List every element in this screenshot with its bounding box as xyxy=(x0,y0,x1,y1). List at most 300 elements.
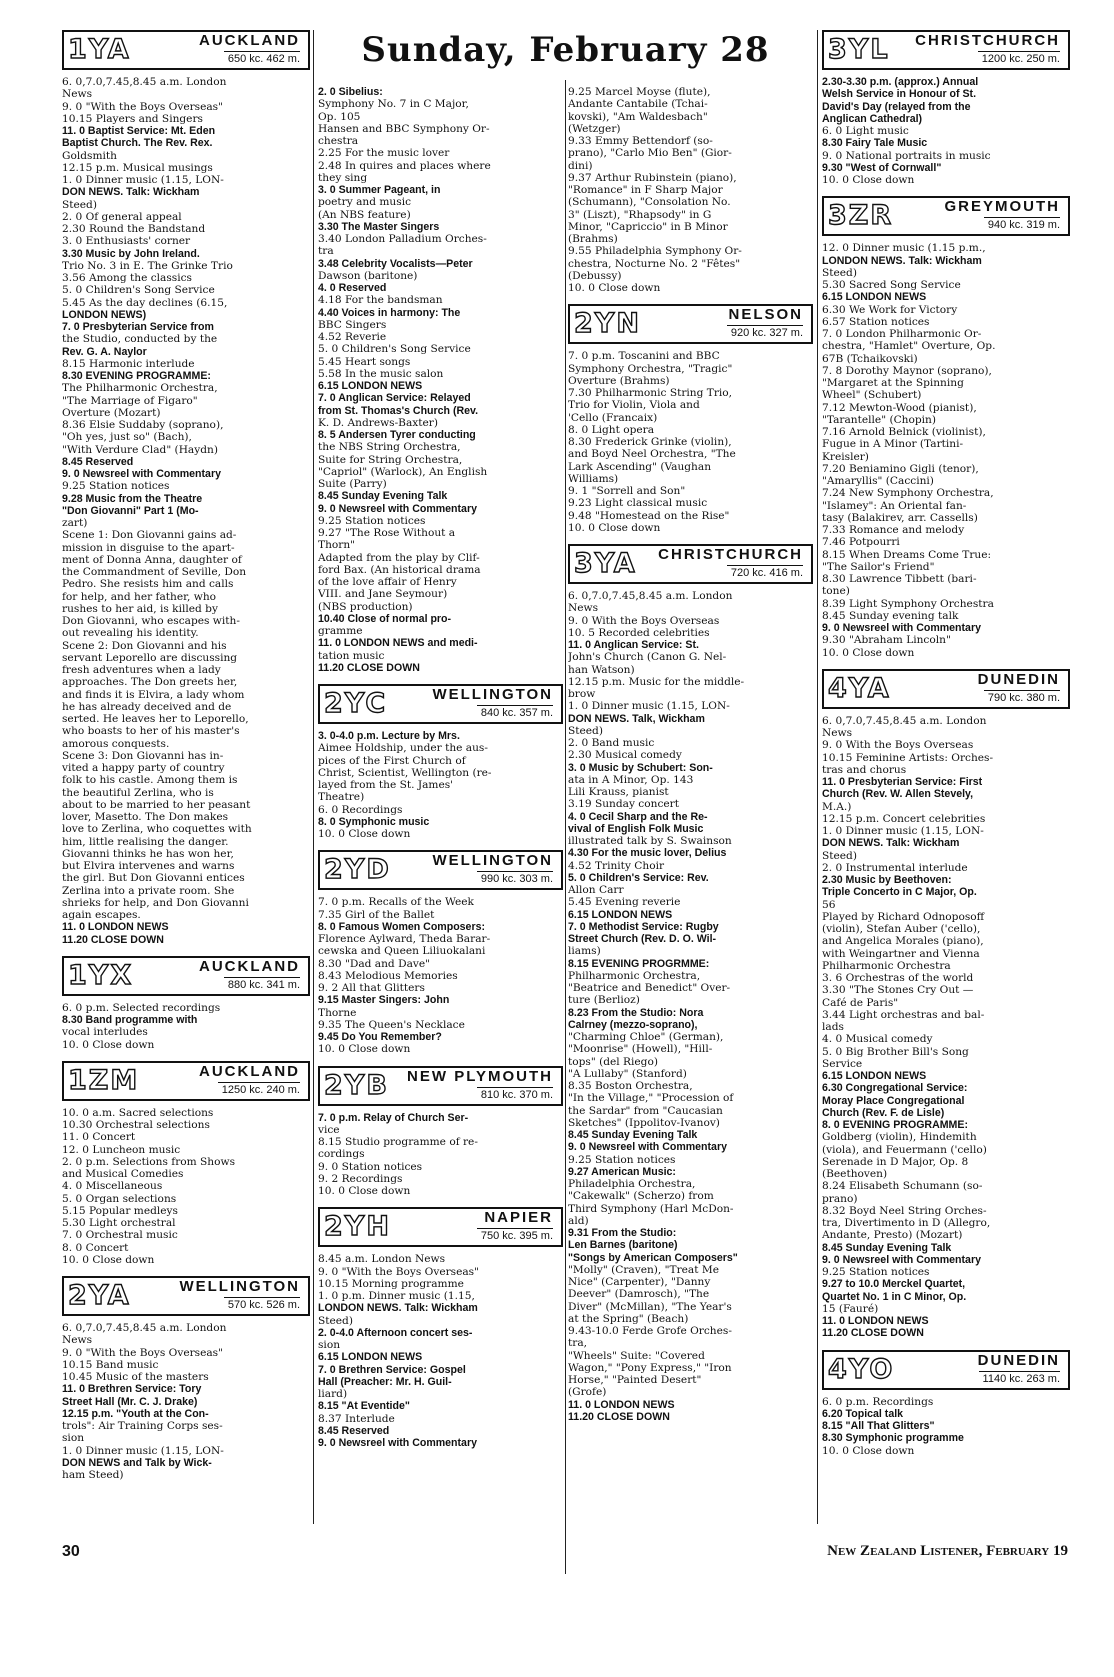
listing-line: (Schumann), "Consolation No. xyxy=(568,196,731,209)
listing-line: 9.33 Emmy Bettendorf (so- xyxy=(568,135,713,147)
listing-line: 3.56 Among the classics xyxy=(62,272,192,284)
listing-line: Hansen and BBC Symphony Or- xyxy=(318,122,490,135)
listing-line: poetry and music xyxy=(318,196,412,209)
listing-line: 8.24 Elisabeth Schumann (so- xyxy=(822,1180,983,1193)
listing-line: Welsh Service in Honour of St. xyxy=(822,88,977,101)
listing-line: (An NBS feature) xyxy=(318,208,411,221)
listing-line: Florence Aylward, Theda Barar- xyxy=(318,933,491,945)
station-city: AUCKLAND xyxy=(199,957,300,975)
listing-line: "With Verdure Clad" (Haydn) xyxy=(62,443,218,456)
station-call-sign: 2YD xyxy=(324,854,391,886)
listing-line: Giovanni thinks he has won her, xyxy=(62,847,234,860)
station-frequency: 790 kc. 380 m. xyxy=(984,690,1060,705)
listing-line: 6.15 LONDON NEWS xyxy=(318,1351,423,1364)
listing-line: Scene 3: Don Giovanni has in- xyxy=(62,749,224,762)
listing-1zm xyxy=(62,1107,310,1266)
listing-line: 2.48 In quires and places where xyxy=(318,159,491,172)
listing-line: 6.15 LONDON NEWS xyxy=(318,380,423,392)
listing-line: News xyxy=(62,1334,93,1347)
listing-line: 9.27 to 10.0 Merckel Quartet, xyxy=(822,1278,966,1291)
listing-line: Andante Cantabile (Tchai- xyxy=(568,98,708,111)
listing-line: they sing xyxy=(318,171,368,184)
station-call-sign: 3YL xyxy=(828,34,890,65)
listing-line: Service xyxy=(822,1057,863,1070)
listing-line: Hall (Preacher: Mr. H. Guil- xyxy=(318,1375,452,1388)
station-header-2yh xyxy=(318,1207,563,1247)
station-header-4yo xyxy=(822,1350,1070,1390)
listing-line: 9.25 Marcel Moyse (flute), xyxy=(568,86,711,98)
listing-line: 3. 0 Enthusiasts' corner xyxy=(62,235,191,248)
listing-line: "Islamey": An Oriental fan- xyxy=(822,499,967,512)
listing-line: Steed) xyxy=(62,198,97,211)
listing-line: Len Barnes (baritone) xyxy=(568,1239,678,1252)
station-frequency: 1200 kc. 250 m. xyxy=(978,51,1060,66)
column-rule xyxy=(817,30,818,1524)
listing-line: 9. 0 Station notices xyxy=(318,1160,423,1173)
listing-line: 1. 0 p.m. Dinner music (1.15, xyxy=(318,1290,475,1302)
listing-line: 7.46 Potpourri xyxy=(822,536,900,549)
station-frequency: 720 kc. 416 m. xyxy=(727,565,803,580)
listing-line: 7. 0 London Philharmonic Or- xyxy=(822,328,982,340)
listing-line: chestra xyxy=(318,135,359,147)
listing-line: 8.45 Reserved xyxy=(62,455,134,468)
listing-line: cewska and Queen Liliuokalani xyxy=(318,945,486,958)
listing-2yh-continued xyxy=(568,86,813,294)
listing-line: vocal interludes xyxy=(62,1026,148,1039)
listing-line: 7. 0 p.m. Toscanini and BBC xyxy=(568,350,720,363)
column-3 xyxy=(568,86,813,1423)
station-frequency: 990 kc. 303 m. xyxy=(477,871,553,886)
listing-line: VIII. and Jane Seymour) xyxy=(318,588,448,601)
listing-line: "In the Village," "Procession of xyxy=(568,1092,734,1105)
listing-line: 8.23 From the Studio: Nora xyxy=(568,1006,704,1019)
listing-line: Allon Carr xyxy=(568,884,624,896)
listing-line: 9. 0 With the Boys Overseas xyxy=(568,614,720,627)
listing-line: 10. 0 Close down xyxy=(62,1253,155,1266)
listing-line: 4.52 Reverie xyxy=(318,331,387,343)
listing-line: Christ, Scientist, Wellington (re- xyxy=(318,766,492,779)
listing-line: 3.40 London Palladium Orches- xyxy=(318,233,487,245)
listing-line: "Wheels" Suite: "Covered xyxy=(568,1349,705,1362)
listing-line: 9. 0 Newsreel with Commentary xyxy=(822,1253,981,1266)
listing-line: 7. 8 Dorothy Maynor (soprano), xyxy=(822,364,992,377)
listing-line: Street Church (Rev. D. O. Wil- xyxy=(568,933,717,945)
listing-line: 8.15 EVENING PROGRMME: xyxy=(568,957,710,970)
listing-line: (NBS production) xyxy=(318,600,413,613)
listing-line: Lili Krauss, pianist xyxy=(568,786,669,798)
listing-line: 8. 0 Symphonic music xyxy=(318,815,430,828)
listing-line: 9.25 Station notices xyxy=(62,480,170,493)
listing-1yx xyxy=(62,1002,310,1051)
column-4 xyxy=(822,28,1070,1457)
listing-line: 4. 0 Miscellaneous xyxy=(62,1180,163,1193)
station-call-sign: 1YA xyxy=(68,34,131,65)
listing-line: chestra, "Hamlet" Overture, Op. xyxy=(822,340,996,353)
listing-line: "Oh yes, just so" (Bach), xyxy=(62,431,192,444)
listing-line: liams) xyxy=(568,945,601,958)
listing-line: Steed) xyxy=(318,1314,353,1327)
page-number: 30 xyxy=(62,1543,80,1560)
listing-line: 8.39 Light Symphony Orchestra xyxy=(822,597,994,610)
listing-line: 2. 0 Band music xyxy=(568,737,655,749)
publication-credit: New Zealand Listener, February 19 xyxy=(827,1543,1068,1559)
station-frequency: 810 kc. 370 m. xyxy=(477,1087,553,1102)
listing-line: 9.30 "West of Cornwall" xyxy=(822,161,942,174)
listing-line: Trio for Violin, Viola and xyxy=(568,399,700,412)
listing-line: Street Hall (Mr. C. J. Drake) xyxy=(62,1395,198,1408)
listing-line: 6.20 Topical talk xyxy=(822,1407,904,1420)
listing-line: 2. 0-4.0 Afternoon concert ses- xyxy=(318,1326,473,1339)
listing-line: tops" (del Riego) xyxy=(568,1055,658,1068)
listing-line: 6.15 LONDON NEWS xyxy=(822,1070,927,1082)
listing-line: 12.15 p.m. Music for the middle- xyxy=(568,675,745,688)
listing-line: 8.30 Frederick Grinke (violin), xyxy=(568,436,732,448)
listing-line: cordings xyxy=(318,1148,365,1161)
listing-line: 11.20 CLOSE DOWN xyxy=(318,661,420,674)
listing-line: Philadelphia Orchestra, xyxy=(568,1178,696,1190)
listing-line: Serenade in D Major, Op. 8 xyxy=(822,1155,969,1168)
listing-line: LONDON NEWS) xyxy=(62,308,147,321)
listing-line: 8. 0 EVENING PROGRAMME: xyxy=(822,1119,968,1131)
listing-line: 9.28 Music from the Theatre xyxy=(62,492,203,505)
listing-line: 10.15 Morning programme xyxy=(318,1277,464,1290)
listing-line: Moray Place Congregational xyxy=(822,1094,965,1107)
listing-line: Thorne xyxy=(318,1006,357,1019)
listing-line: 2. 0 Sibelius: xyxy=(318,86,383,98)
station-call-sign: 1YX xyxy=(68,959,134,991)
listing-line: 10.40 Close of normal pro- xyxy=(318,612,452,625)
listing-line: 4.18 For the bandsman xyxy=(318,294,443,307)
listing-line: "The Sailor's Friend" xyxy=(822,560,935,573)
listing-line: 12. 0 Dinner music (1.15 p.m., xyxy=(822,242,986,255)
listing-line: Café de Paris" xyxy=(822,996,899,1009)
listing-line: Minor, "Capriccio" in B Minor xyxy=(568,220,728,233)
listing-line: 10. 0 Close down xyxy=(822,1444,915,1457)
listing-line: Third Symphony (Harl McDon- xyxy=(568,1202,734,1215)
listing-line: Rev. G. A. Naylor xyxy=(62,345,147,358)
station-frequency: 840 kc. 357 m. xyxy=(477,705,553,720)
listing-line: 7.30 Philharmonic String Trio, xyxy=(568,387,733,399)
listing-line: 6. 0 p.m. Recordings xyxy=(822,1395,934,1408)
listing-line: 7. 0 Methodist Service: Rugby xyxy=(568,920,719,933)
listing-line: 5. 0 Children's Service: Rev. xyxy=(568,871,709,884)
listing-line: 1. 0 Dinner music (1.15, LON- xyxy=(62,1444,224,1457)
listing-line: 9.31 From the Studio: xyxy=(568,1227,677,1239)
listing-3zr xyxy=(822,242,1070,659)
listing-line: Anglican Cathedral) xyxy=(822,112,923,125)
listing-line: 12. 0 Luncheon music xyxy=(62,1143,181,1156)
listing-line: 5.15 Popular medleys xyxy=(62,1204,178,1217)
listing-line: 5.45 Evening reverie xyxy=(568,896,681,909)
listing-line: and Boyd Neel Orchestra, "The xyxy=(568,448,736,461)
listing-line: 10. 0 Close down xyxy=(318,1185,411,1197)
listing-2ya-continued xyxy=(318,86,563,674)
listing-line: (viola), and Feuermann ('cello) xyxy=(822,1143,987,1156)
listing-line: 'Cello (Francaix) xyxy=(568,411,658,424)
listing-line: (Brahms) xyxy=(568,233,618,245)
listing-line: News xyxy=(62,88,93,101)
listing-line: 9.25 Station notices xyxy=(318,514,426,527)
listing-line: 6.30 We Work for Victory xyxy=(822,303,958,316)
page-headline: Sunday, February 28 xyxy=(361,30,770,70)
listing-line: Scene 1: Don Giovanni gains ad- xyxy=(62,529,237,542)
station-header-2yb xyxy=(318,1066,563,1106)
listing-line: 9.45 Do You Remember? xyxy=(318,1031,442,1043)
listing-line: 8.45 Sunday Evening Talk xyxy=(822,1241,952,1254)
column-1 xyxy=(62,28,310,1481)
listing-line: The Philharmonic Orchestra, xyxy=(62,382,218,395)
station-frequency: 1250 kc. 240 m. xyxy=(218,1082,300,1097)
listing-line: kovski), "Am Waldesbach" xyxy=(568,110,708,123)
listing-line: Horse," "Painted Desert" xyxy=(568,1374,702,1386)
listing-line: 8. 5 Andersen Tyrer conducting xyxy=(318,429,476,441)
listing-line: 10. 0 Close down xyxy=(318,1043,411,1056)
listing-line: 2.30 Round the Bandstand xyxy=(62,223,206,235)
listing-line: 3.30 The Master Singers xyxy=(318,220,440,233)
listing-line: 8.30 Symphonic programme xyxy=(822,1432,964,1445)
listing-line: him, little realising the danger. xyxy=(62,835,229,848)
listing-line: "A Lullaby" (Stanford) xyxy=(568,1067,687,1080)
listing-line: rushes to her aid, is killed by xyxy=(62,602,218,615)
listing-line: 5.30 Light orchestral xyxy=(62,1217,176,1229)
listing-line: mission in disguise to the apart- xyxy=(62,541,235,554)
listing-line: Suite (Parry) xyxy=(318,478,387,490)
listing-line: 10. 0 Close down xyxy=(62,1038,155,1051)
listing-line: 8. 0 Light opera xyxy=(568,423,655,436)
listing-line: 11. 0 LONDON NEWS xyxy=(822,1315,929,1327)
listing-line: 8.15 "At Eventide" xyxy=(318,1400,410,1413)
listing-line: dini) xyxy=(568,159,593,172)
listing-line: 11. 0 Anglican Service: St. xyxy=(568,639,699,651)
listing-2yn xyxy=(568,350,813,534)
listing-line: 6. 0,7.0,7.45,8.45 a.m. London xyxy=(568,590,733,602)
listing-line: 3.30 Music by John Ireland. xyxy=(62,247,200,260)
listing-line: "Margaret at the Spinning xyxy=(822,377,964,389)
listing-line: ata in A Minor, Op. 143 xyxy=(568,773,694,786)
listing-line: 1. 0 Dinner music (1.15, LON- xyxy=(568,700,730,713)
listing-line: 10.30 Orchestral selections xyxy=(62,1119,210,1131)
listing-line: Played by Richard Odnoposoff xyxy=(822,910,985,923)
station-header-2yd xyxy=(318,850,563,890)
station-call-sign: 2YB xyxy=(324,1069,389,1101)
listing-line: liard) xyxy=(318,1388,348,1400)
listing-line: 10. 0 Close down xyxy=(568,521,661,534)
listing-line: 4.40 Voices in harmony: The xyxy=(318,306,461,319)
listing-2yd xyxy=(318,896,563,1055)
listing-line: 9. 0 Newsreel with Commentary xyxy=(568,1141,727,1154)
listing-line: LONDON NEWS. Talk: Wickham xyxy=(318,1302,478,1315)
listing-line: 7.24 New Symphony Orchestra, xyxy=(822,487,994,500)
listing-line: (violin), Stefan Auber ('cello), xyxy=(822,923,981,935)
listing-line: Church (Rev. W. Allen Stevely, xyxy=(822,788,974,801)
station-city: DUNEDIN xyxy=(977,670,1060,688)
listing-line: 8.43 Melodious Memories xyxy=(318,969,458,982)
column-2 xyxy=(318,86,563,1449)
listing-line: and finds it is Elvira, a lady whom xyxy=(62,688,245,701)
column-rule xyxy=(313,30,314,1524)
listing-line: DON NEWS and Talk by Wick- xyxy=(62,1456,212,1469)
listing-line: the beautiful Zerlina, who is xyxy=(62,786,214,799)
listing-line: 15 (Fauré) xyxy=(822,1302,879,1315)
listing-line: zart) xyxy=(62,517,88,529)
station-frequency: 920 kc. 327 m. xyxy=(727,325,803,340)
listing-line: the Studio, conducted by the xyxy=(62,333,218,346)
listing-line: "Charming Chloe" (German), xyxy=(568,1031,724,1043)
listing-line: 9. 0 With the Boys Overseas xyxy=(822,739,974,752)
listing-line: 9.23 Light classical music xyxy=(568,497,708,510)
listing-line: 6.15 LONDON NEWS xyxy=(822,291,927,304)
listing-line: 3.48 Celebrity Vocalists—Peter xyxy=(318,257,473,270)
listing-line: Wagon," "Pony Express," "Iron xyxy=(568,1361,732,1374)
listing-line: serted. He leaves her to Leporello, xyxy=(62,713,249,725)
station-city: NAPIER xyxy=(484,1209,553,1227)
listing-line: prano) xyxy=(822,1192,858,1205)
listing-line: tra, Divertimento in D (Allegro, xyxy=(822,1217,991,1229)
listing-line: (Debussy) xyxy=(568,269,622,282)
listing-line: 7.16 Arnold Belnick (violinist), xyxy=(822,426,986,438)
station-city: GREYMOUTH xyxy=(944,198,1060,216)
listing-line: 3" (Liszt), "Rhapsody" in G xyxy=(568,208,712,221)
listing-line: 5. 0 Organ selections xyxy=(62,1192,177,1205)
listing-line: 11.20 CLOSE DOWN xyxy=(568,1410,670,1423)
listing-line: DON NEWS. Talk: Wickham xyxy=(822,837,960,850)
listing-line: the girl. But Don Giovanni entices xyxy=(62,872,245,885)
station-city: DUNEDIN xyxy=(977,1351,1060,1369)
listing-line: 6. 0,7.0,7.45,8.45 a.m. London xyxy=(62,76,227,88)
listing-line: 9. 1 "Sorrell and Son" xyxy=(568,485,686,497)
listing-line: "Romance" in F Sharp Major xyxy=(568,184,723,196)
listing-line: but Elvira intervenes and warns xyxy=(62,860,235,872)
listing-line: 11.20 CLOSE DOWN xyxy=(822,1327,924,1340)
listing-line: tras and chorus xyxy=(822,763,907,776)
listing-line: ment of Donna Anna, daughter of xyxy=(62,553,242,566)
listing-line: Andante, Presto) (Mozart) xyxy=(822,1229,963,1242)
listing-line: 8.30 EVENING PROGRAMME: xyxy=(62,370,211,382)
listing-line: 67B (Tchaikovski) xyxy=(822,352,918,365)
listing-line: 8. 0 Concert xyxy=(62,1241,129,1254)
listing-line: (Beethoven) xyxy=(822,1168,888,1180)
listing-line: "Amaryllis" (Caccini) xyxy=(822,475,934,487)
listing-line: out revealing his identity. xyxy=(62,627,199,640)
listing-line: News xyxy=(822,727,853,739)
listing-line: sion xyxy=(318,1339,341,1351)
listing-line: vival of English Folk Music xyxy=(568,822,704,835)
listing-line: 2. 0 p.m. Selections from Shows xyxy=(62,1155,236,1168)
listing-line: Pedro. She resists him and calls xyxy=(62,578,234,591)
listing-line: 10. 0 a.m. Sacred selections xyxy=(62,1106,214,1119)
listing-line: vice xyxy=(318,1123,340,1136)
listing-2yh xyxy=(318,1253,563,1449)
listing-line: Goldsmith xyxy=(62,149,117,162)
listing-line: 10. 0 Close down xyxy=(822,646,915,659)
listing-line: 3.19 Sunday concert xyxy=(568,798,679,811)
listing-line: 3. 0 Music by Schubert: Son- xyxy=(568,761,713,774)
listing-line: 8. 0 Famous Women Composers: xyxy=(318,920,485,933)
listing-line: 9. 0 Newsreel with Commentary xyxy=(822,622,981,634)
listing-line: 9.55 Philadelphia Symphony Or- xyxy=(568,245,742,258)
listing-3yl xyxy=(822,76,1070,186)
listing-line: pices of the First Church of xyxy=(318,754,466,767)
listing-line: the Sardar" from "Caucasian xyxy=(568,1104,723,1117)
listing-line: brow xyxy=(568,688,596,700)
listing-line: 6. 0,7.0,7.45,8.45 a.m. London xyxy=(62,1322,227,1334)
listing-line: 5.45 Heart songs xyxy=(318,355,411,368)
listing-line: he has already deceived and de xyxy=(62,700,232,713)
listing-line: 5. 0 Children's Song Service xyxy=(318,343,471,356)
listing-line: gramme xyxy=(318,625,363,637)
listing-line: Adapted from the play by Clif- xyxy=(318,551,480,564)
listing-line: 8.37 Interlude xyxy=(318,1412,395,1425)
listing-line: Calrney (mezzo-soprano), xyxy=(568,1018,698,1031)
listing-line: Op. 105 xyxy=(318,110,361,123)
listing-line: Williams) xyxy=(568,472,619,485)
listing-line: "Songs by American Composers" xyxy=(568,1251,738,1264)
listing-line: love to Zerlina, who coquettes with xyxy=(62,823,252,836)
station-call-sign: 3ZR xyxy=(828,200,894,232)
listing-line: Suite for String Orchestra, xyxy=(318,453,463,466)
listing-line: for help, and her father, who xyxy=(62,590,217,603)
listing-line: 9. 0 Newsreel with Commentary xyxy=(318,1437,477,1449)
listing-line: 6. 0 Recordings xyxy=(318,803,403,816)
listing-line: 4.30 For the music lover, Delius xyxy=(568,847,727,860)
listing-line: 4. 0 Reserved xyxy=(318,282,387,294)
listing-line: Symphony Orchestra, "Tragic" xyxy=(568,362,733,375)
listing-line: 8.45 Reserved xyxy=(318,1424,390,1437)
listing-line: 7. 0 Anglican Service: Relayed xyxy=(318,392,471,405)
listing-line: 6.57 Station notices xyxy=(822,315,930,328)
listing-line: 6.30 Congregational Service: xyxy=(822,1082,968,1095)
listing-line: trols": Air Training Corps ses- xyxy=(62,1420,223,1432)
listing-line: 8.15 When Dreams Come True: xyxy=(822,548,992,561)
listing-line: ham Steed) xyxy=(62,1469,124,1481)
listing-line: Kreisler) xyxy=(822,450,869,463)
listing-line: 7. 0 p.m. Recalls of the Week xyxy=(318,896,474,909)
listing-line: 8.35 Boston Orchestra, xyxy=(568,1080,693,1092)
station-frequency: 650 kc. 462 m. xyxy=(224,51,300,66)
listing-line: K. D. Andrews-Baxter) xyxy=(318,416,438,429)
listing-line: 5.58 In the music salon xyxy=(318,367,444,380)
listing-line: ford Bax. (An historical drama xyxy=(318,563,481,576)
listing-1ya xyxy=(62,76,310,946)
station-header-1ya xyxy=(62,30,310,70)
listing-line: 6. 0 Light music xyxy=(822,125,909,137)
station-call-sign: 2YH xyxy=(324,1211,391,1243)
listing-line: "Molly" (Craven), "Treat Me xyxy=(568,1263,719,1276)
listing-line: 3. 0 Summer Pageant, in xyxy=(318,184,441,196)
listing-line: 9. 0 National portraits in music xyxy=(822,149,991,162)
listing-line: the Commandment of Seville, Don xyxy=(62,566,247,578)
listing-line: Steed) xyxy=(822,266,857,279)
listing-line: 7. 0 p.m. Relay of Church Ser- xyxy=(318,1111,469,1124)
listing-line: 12.15 p.m. Musical musings xyxy=(62,161,213,174)
column-rule xyxy=(565,80,566,1574)
listing-line: servant Leporello are discussing xyxy=(62,651,238,664)
station-frequency: 1140 kc. 263 m. xyxy=(979,1371,1060,1386)
listing-line: layed from the St. James' xyxy=(318,779,454,791)
listing-line: 9. 0 "With the Boys Overseas" xyxy=(62,100,223,113)
station-frequency: 880 kc. 341 m. xyxy=(224,977,300,992)
station-header-1yx xyxy=(62,956,310,996)
listing-line: Thorn" xyxy=(318,539,356,552)
listing-line: Nice" (Carpenter), "Danny xyxy=(568,1276,711,1288)
listing-line: 8.30 "Dad and Dave" xyxy=(318,957,431,970)
listing-line: 2. 0 Instrumental interlude xyxy=(822,861,968,874)
listing-line: 8.32 Boyd Neel String Orches- xyxy=(822,1204,987,1217)
listing-line: DON NEWS. Talk, Wickham xyxy=(568,712,705,725)
station-frequency: 940 kc. 319 m. xyxy=(984,217,1060,232)
listing-line: 10. 0 Close down xyxy=(822,174,915,186)
listing-line: about to be married to her peasant xyxy=(62,798,251,811)
